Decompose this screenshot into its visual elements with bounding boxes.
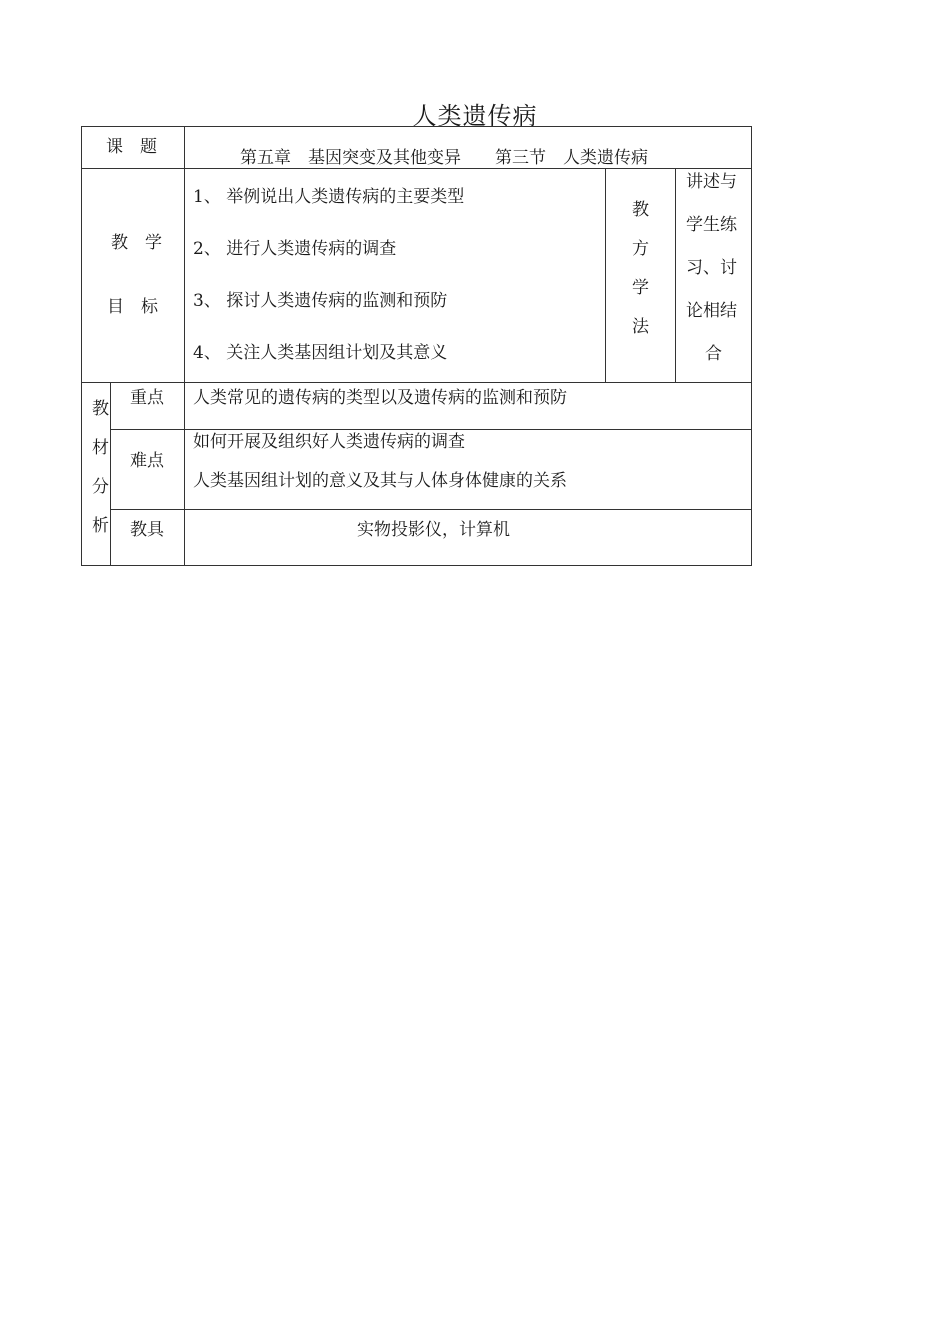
- method-value-line: 学生练: [686, 215, 737, 235]
- objectives-label: 目 标: [107, 297, 158, 317]
- column-divider: [184, 126, 185, 382]
- method-label-char: 法: [632, 317, 649, 337]
- analysis-label-char: 分: [92, 477, 109, 497]
- row-divider: [81, 382, 752, 383]
- method-label-char: 教: [632, 200, 649, 220]
- key-point-text: 人类常见的遗传病的类型以及遗传病的监测和预防: [193, 388, 567, 408]
- column-divider: [110, 382, 111, 566]
- method-value-line: 习、讨: [686, 258, 737, 278]
- method-value-line: 论相结: [686, 301, 737, 321]
- topic-label: 课 题: [106, 137, 157, 157]
- tools-text: 实物投影仪，计算机: [357, 520, 510, 540]
- method-value-line: 讲述与: [686, 172, 737, 192]
- row-divider: [81, 168, 752, 169]
- analysis-label-char: 材: [92, 438, 109, 458]
- difficulty-label: 难点: [130, 451, 164, 471]
- document-title: 人类遗传病: [412, 102, 538, 130]
- analysis-label-char: 析: [92, 516, 109, 536]
- column-divider: [675, 168, 676, 382]
- difficulty-line: 如何开展及组织好人类遗传病的调查: [193, 432, 465, 452]
- method-value-line: 合: [705, 344, 722, 364]
- analysis-label-char: 教: [92, 399, 109, 419]
- difficulty-line: 人类基因组计划的意义及其与人体身体健康的关系: [193, 471, 567, 491]
- key-point-label: 重点: [130, 388, 164, 408]
- objective-item: 4、 关注人类基因组计划及其意义: [193, 343, 448, 363]
- row-divider: [110, 509, 752, 510]
- objectives-label: 教 学: [111, 233, 162, 253]
- topic-value: 第五章 基因突变及其他变异 第三节 人类遗传病: [240, 148, 648, 168]
- objective-item: 1、 举例说出人类遗传病的主要类型: [193, 187, 465, 207]
- column-divider: [605, 168, 606, 382]
- row-divider: [110, 429, 752, 430]
- tools-label: 教具: [130, 520, 164, 540]
- method-label-char: 方: [632, 239, 649, 259]
- objective-item: 3、 探讨人类遗传病的监测和预防: [193, 291, 448, 311]
- method-label-char: 学: [632, 278, 649, 298]
- objective-item: 2、 进行人类遗传病的调查: [193, 239, 397, 259]
- column-divider: [184, 382, 185, 566]
